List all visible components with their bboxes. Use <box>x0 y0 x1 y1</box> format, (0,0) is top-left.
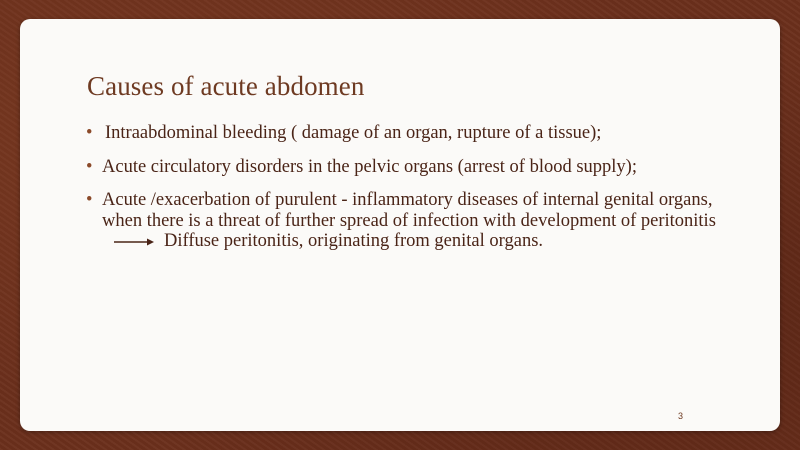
bullet-list <box>86 123 726 265</box>
bullet-icon: • <box>86 123 93 143</box>
bullet-text-after-arrow: Diffuse peritonitis, originating from genital organs. <box>164 231 544 251</box>
bullet-item-circulatory <box>86 157 726 178</box>
bullet-item-bleeding <box>86 123 726 144</box>
slide-title: Causes of acute abdomen <box>87 71 365 101</box>
page-number: 3 <box>678 411 684 421</box>
bullet-item-inflammatory <box>86 190 726 252</box>
bullet-icon: • <box>86 190 93 210</box>
bullet-icon: • <box>86 156 93 177</box>
bullet-text: Intraabdominal bleeding ( damage of an organ, rupture of a tissue); <box>105 123 602 143</box>
right-arrow-icon <box>114 237 154 247</box>
bullet-text: Acute circulatory disorders in the pelvic organs (arrest of blood supply); <box>102 156 637 177</box>
bullet-text-before-arrow: Acute /exacerbation of purulent - inflammatory diseases of internal genital organs, when there is a threat of further spread of infection with development of peritonitis <box>102 190 716 231</box>
slide <box>20 19 780 431</box>
